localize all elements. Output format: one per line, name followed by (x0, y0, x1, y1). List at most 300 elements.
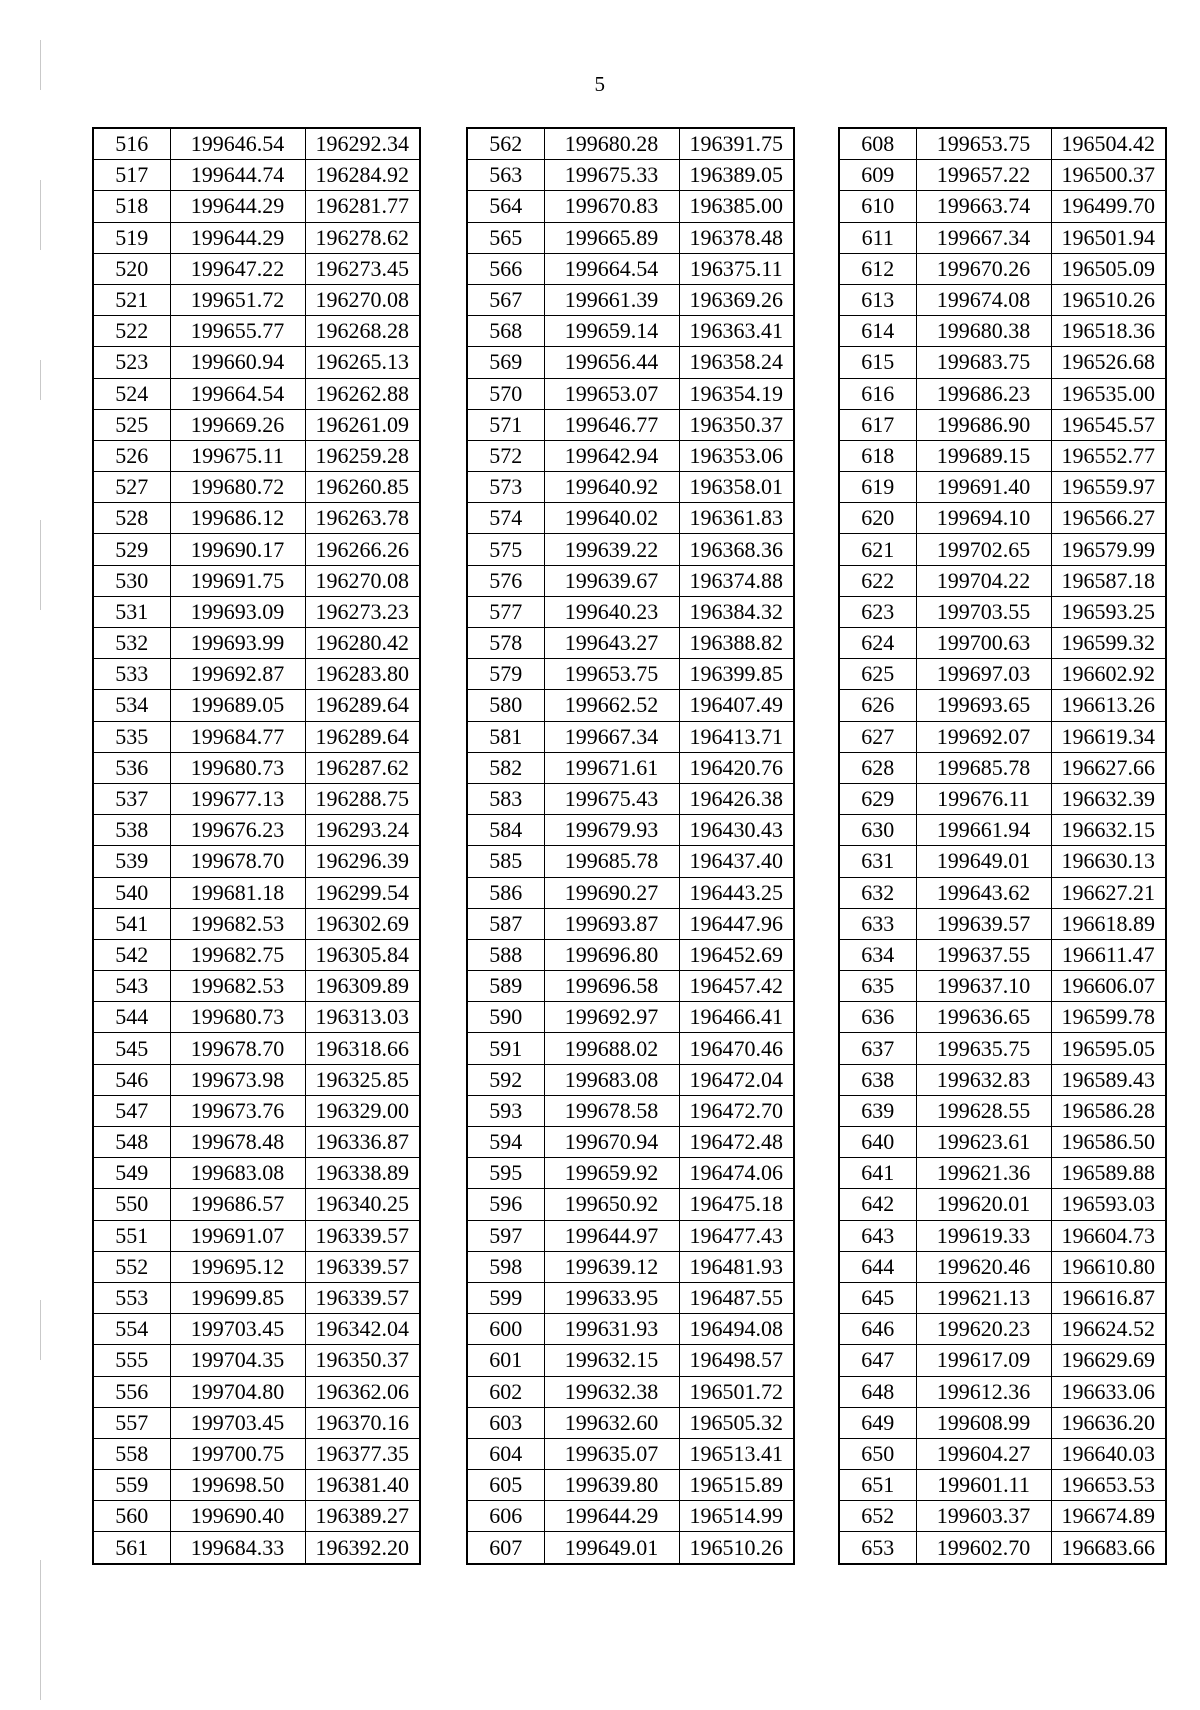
point-number-cell: 591 (467, 1033, 544, 1064)
table-row (467, 347, 794, 378)
y-coordinate-cell: 196587.18 (1051, 565, 1166, 596)
point-number-cell: 597 (467, 1220, 544, 1251)
point-number-cell: 580 (467, 690, 544, 721)
point-number-cell: 633 (839, 908, 916, 939)
point-number-cell: 647 (839, 1345, 916, 1376)
x-coordinate-cell: 199678.58 (544, 1095, 679, 1126)
x-coordinate-cell: 199686.12 (170, 503, 305, 534)
point-number-cell: 523 (93, 347, 170, 378)
x-coordinate-cell: 199682.53 (170, 971, 305, 1002)
x-coordinate-cell: 199686.57 (170, 1189, 305, 1220)
point-number-cell: 589 (467, 971, 544, 1002)
x-coordinate-cell: 199682.53 (170, 908, 305, 939)
x-coordinate-cell: 199665.89 (544, 222, 679, 253)
y-coordinate-cell: 196283.80 (305, 659, 420, 690)
x-coordinate-cell: 199692.97 (544, 1002, 679, 1033)
table-row (467, 1345, 794, 1376)
point-number-cell: 631 (839, 846, 916, 877)
point-number-cell: 528 (93, 503, 170, 534)
point-number-cell: 563 (467, 160, 544, 191)
y-coordinate-cell: 196599.32 (1051, 628, 1166, 659)
table-row (839, 1127, 1166, 1158)
y-coordinate-cell: 196472.70 (679, 1095, 794, 1126)
table-row (839, 1095, 1166, 1126)
y-coordinate-cell: 196640.03 (1051, 1438, 1166, 1469)
x-coordinate-cell: 199698.50 (170, 1470, 305, 1501)
x-coordinate-cell: 199670.26 (916, 253, 1051, 284)
x-coordinate-cell: 199601.11 (916, 1470, 1051, 1501)
point-number-cell: 518 (93, 191, 170, 222)
table-row (839, 659, 1166, 690)
x-coordinate-cell: 199700.75 (170, 1438, 305, 1469)
point-number-cell: 566 (467, 253, 544, 284)
x-coordinate-cell: 199642.94 (544, 440, 679, 471)
y-coordinate-cell: 196363.41 (679, 316, 794, 347)
point-number-cell: 612 (839, 253, 916, 284)
x-coordinate-cell: 199639.12 (544, 1251, 679, 1282)
y-coordinate-cell: 196505.32 (679, 1407, 794, 1438)
point-number-cell: 625 (839, 659, 916, 690)
table-row (93, 347, 420, 378)
x-coordinate-cell: 199694.10 (916, 503, 1051, 534)
y-coordinate-cell: 196457.42 (679, 971, 794, 1002)
x-coordinate-cell: 199651.72 (170, 284, 305, 315)
point-number-cell: 622 (839, 565, 916, 596)
point-number-cell: 556 (93, 1376, 170, 1407)
point-number-cell: 644 (839, 1251, 916, 1282)
point-number-cell: 606 (467, 1501, 544, 1532)
table-row (93, 284, 420, 315)
table-row (467, 1314, 794, 1345)
table-row (839, 596, 1166, 627)
table-row (839, 253, 1166, 284)
x-coordinate-cell: 199693.99 (170, 628, 305, 659)
y-coordinate-cell: 196514.99 (679, 1501, 794, 1532)
coordinate-table (466, 127, 795, 1565)
table-row (93, 1127, 420, 1158)
x-coordinate-cell: 199608.99 (916, 1407, 1051, 1438)
table-row (467, 877, 794, 908)
table-row (467, 1127, 794, 1158)
table-row (839, 1158, 1166, 1189)
y-coordinate-cell: 196354.19 (679, 378, 794, 409)
point-number-cell: 643 (839, 1220, 916, 1251)
scan-artifact (40, 360, 41, 400)
table-row (93, 472, 420, 503)
point-number-cell: 559 (93, 1470, 170, 1501)
point-number-cell: 577 (467, 596, 544, 627)
x-coordinate-cell: 199691.07 (170, 1220, 305, 1251)
x-coordinate-cell: 199683.75 (916, 347, 1051, 378)
y-coordinate-cell: 196369.26 (679, 284, 794, 315)
x-coordinate-cell: 199680.73 (170, 1002, 305, 1033)
x-coordinate-cell: 199670.83 (544, 191, 679, 222)
x-coordinate-cell: 199675.11 (170, 440, 305, 471)
point-number-cell: 604 (467, 1438, 544, 1469)
table-row (467, 1033, 794, 1064)
table-row (93, 1532, 420, 1564)
y-coordinate-cell: 196518.36 (1051, 316, 1166, 347)
y-coordinate-cell: 196313.03 (305, 1002, 420, 1033)
x-coordinate-cell: 199620.23 (916, 1314, 1051, 1345)
table-row (839, 378, 1166, 409)
y-coordinate-cell: 196305.84 (305, 939, 420, 970)
y-coordinate-cell: 196599.78 (1051, 1002, 1166, 1033)
y-coordinate-cell: 196340.25 (305, 1189, 420, 1220)
y-coordinate-cell: 196559.97 (1051, 472, 1166, 503)
point-number-cell: 519 (93, 222, 170, 253)
x-coordinate-cell: 199686.90 (916, 409, 1051, 440)
x-coordinate-cell: 199678.70 (170, 846, 305, 877)
y-coordinate-cell: 196399.85 (679, 659, 794, 690)
y-coordinate-cell: 196604.73 (1051, 1220, 1166, 1251)
x-coordinate-cell: 199637.55 (916, 939, 1051, 970)
y-coordinate-cell: 196263.78 (305, 503, 420, 534)
table-row (839, 128, 1166, 160)
table-row (93, 815, 420, 846)
table-row (467, 1501, 794, 1532)
x-coordinate-cell: 199640.02 (544, 503, 679, 534)
scan-artifact (40, 1300, 41, 1360)
y-coordinate-cell: 196494.08 (679, 1314, 794, 1345)
y-coordinate-cell: 196515.89 (679, 1470, 794, 1501)
y-coordinate-cell: 196280.42 (305, 628, 420, 659)
x-coordinate-cell: 199697.03 (916, 659, 1051, 690)
x-coordinate-cell: 199679.93 (544, 815, 679, 846)
point-number-cell: 641 (839, 1158, 916, 1189)
point-number-cell: 535 (93, 721, 170, 752)
y-coordinate-cell: 196270.08 (305, 284, 420, 315)
x-coordinate-cell: 199684.33 (170, 1532, 305, 1564)
table-row (839, 347, 1166, 378)
point-number-cell: 611 (839, 222, 916, 253)
x-coordinate-cell: 199693.65 (916, 690, 1051, 721)
x-coordinate-cell: 199653.75 (544, 659, 679, 690)
point-number-cell: 525 (93, 409, 170, 440)
table-row (93, 1189, 420, 1220)
x-coordinate-cell: 199649.01 (916, 846, 1051, 877)
table-row (467, 160, 794, 191)
x-coordinate-cell: 199612.36 (916, 1376, 1051, 1407)
x-coordinate-cell: 199675.33 (544, 160, 679, 191)
point-number-cell: 603 (467, 1407, 544, 1438)
table-row (467, 1376, 794, 1407)
y-coordinate-cell: 196289.64 (305, 690, 420, 721)
point-number-cell: 594 (467, 1127, 544, 1158)
y-coordinate-cell: 196350.37 (679, 409, 794, 440)
y-coordinate-cell: 196632.15 (1051, 815, 1166, 846)
y-coordinate-cell: 196389.05 (679, 160, 794, 191)
x-coordinate-cell: 199683.08 (544, 1064, 679, 1095)
x-coordinate-cell: 199695.12 (170, 1251, 305, 1282)
table-row (839, 1064, 1166, 1095)
table-row (467, 659, 794, 690)
point-number-cell: 548 (93, 1127, 170, 1158)
point-number-cell: 599 (467, 1282, 544, 1313)
x-coordinate-cell: 199640.92 (544, 472, 679, 503)
point-number-cell: 649 (839, 1407, 916, 1438)
table-row (467, 690, 794, 721)
table-row (839, 316, 1166, 347)
table-row (467, 1189, 794, 1220)
table-row (839, 628, 1166, 659)
table-row (839, 815, 1166, 846)
table-row (93, 191, 420, 222)
y-coordinate-cell: 196273.23 (305, 596, 420, 627)
table-row (839, 409, 1166, 440)
y-coordinate-cell: 196510.26 (679, 1532, 794, 1564)
y-coordinate-cell: 196593.25 (1051, 596, 1166, 627)
x-coordinate-cell: 199678.70 (170, 1033, 305, 1064)
y-coordinate-cell: 196618.89 (1051, 908, 1166, 939)
y-coordinate-cell: 196513.41 (679, 1438, 794, 1469)
table-row (839, 191, 1166, 222)
x-coordinate-cell: 199643.62 (916, 877, 1051, 908)
point-number-cell: 645 (839, 1282, 916, 1313)
table-row (839, 877, 1166, 908)
point-number-cell: 529 (93, 534, 170, 565)
table-row (839, 1314, 1166, 1345)
table-row (839, 721, 1166, 752)
point-number-cell: 632 (839, 877, 916, 908)
table-row (93, 316, 420, 347)
table-row (467, 565, 794, 596)
y-coordinate-cell: 196586.50 (1051, 1127, 1166, 1158)
table-row (93, 1470, 420, 1501)
table-row (93, 628, 420, 659)
x-coordinate-cell: 199644.29 (544, 1501, 679, 1532)
table-row (839, 1033, 1166, 1064)
x-coordinate-cell: 199690.27 (544, 877, 679, 908)
x-coordinate-cell: 199680.28 (544, 128, 679, 160)
table-row (93, 908, 420, 939)
x-coordinate-cell: 199649.01 (544, 1532, 679, 1564)
x-coordinate-cell: 199656.44 (544, 347, 679, 378)
table-row (839, 472, 1166, 503)
x-coordinate-cell: 199673.76 (170, 1095, 305, 1126)
table-row (467, 783, 794, 814)
y-coordinate-cell: 196339.57 (305, 1282, 420, 1313)
point-number-cell: 526 (93, 440, 170, 471)
y-coordinate-cell: 196466.41 (679, 1002, 794, 1033)
x-coordinate-cell: 199689.15 (916, 440, 1051, 471)
point-number-cell: 553 (93, 1282, 170, 1313)
table-row (467, 191, 794, 222)
y-coordinate-cell: 196487.55 (679, 1282, 794, 1313)
y-coordinate-cell: 196501.94 (1051, 222, 1166, 253)
x-coordinate-cell: 199684.77 (170, 721, 305, 752)
x-coordinate-cell: 199650.92 (544, 1189, 679, 1220)
point-number-cell: 534 (93, 690, 170, 721)
scan-artifact (40, 1560, 41, 1700)
y-coordinate-cell: 196293.24 (305, 815, 420, 846)
point-number-cell: 561 (93, 1532, 170, 1564)
table-row (93, 1251, 420, 1282)
y-coordinate-cell: 196385.00 (679, 191, 794, 222)
table-row (93, 1407, 420, 1438)
point-number-cell: 562 (467, 128, 544, 160)
x-coordinate-cell: 199690.40 (170, 1501, 305, 1532)
point-number-cell: 628 (839, 752, 916, 783)
point-number-cell: 569 (467, 347, 544, 378)
point-number-cell: 573 (467, 472, 544, 503)
point-number-cell: 572 (467, 440, 544, 471)
coordinate-table (838, 127, 1167, 1565)
x-coordinate-cell: 199703.45 (170, 1407, 305, 1438)
table-row (93, 378, 420, 409)
y-coordinate-cell: 196378.48 (679, 222, 794, 253)
y-coordinate-cell: 196318.66 (305, 1033, 420, 1064)
table-row (467, 378, 794, 409)
y-coordinate-cell: 196288.75 (305, 783, 420, 814)
x-coordinate-cell: 199620.01 (916, 1189, 1051, 1220)
point-number-cell: 646 (839, 1314, 916, 1345)
x-coordinate-cell: 199685.78 (544, 846, 679, 877)
x-coordinate-cell: 199661.94 (916, 815, 1051, 846)
table-row (839, 565, 1166, 596)
table-row (93, 128, 420, 160)
table-row (467, 815, 794, 846)
table-row (839, 1002, 1166, 1033)
y-coordinate-cell: 196266.26 (305, 534, 420, 565)
x-coordinate-cell: 199667.34 (916, 222, 1051, 253)
x-coordinate-cell: 199655.77 (170, 316, 305, 347)
table-row (467, 971, 794, 1002)
y-coordinate-cell: 196627.21 (1051, 877, 1166, 908)
point-number-cell: 627 (839, 721, 916, 752)
x-coordinate-cell: 199675.43 (544, 783, 679, 814)
point-number-cell: 650 (839, 1438, 916, 1469)
point-number-cell: 620 (839, 503, 916, 534)
point-number-cell: 574 (467, 503, 544, 534)
y-coordinate-cell: 196287.62 (305, 752, 420, 783)
y-coordinate-cell: 196384.32 (679, 596, 794, 627)
table-row (839, 752, 1166, 783)
point-number-cell: 522 (93, 316, 170, 347)
y-coordinate-cell: 196391.75 (679, 128, 794, 160)
x-coordinate-cell: 199699.85 (170, 1282, 305, 1313)
point-number-cell: 578 (467, 628, 544, 659)
point-number-cell: 600 (467, 1314, 544, 1345)
table-row (839, 284, 1166, 315)
y-coordinate-cell: 196611.47 (1051, 939, 1166, 970)
table-row (93, 1376, 420, 1407)
x-coordinate-cell: 199637.10 (916, 971, 1051, 1002)
y-coordinate-cell: 196389.27 (305, 1501, 420, 1532)
table-row (467, 1158, 794, 1189)
point-number-cell: 527 (93, 472, 170, 503)
table-row (93, 222, 420, 253)
point-number-cell: 637 (839, 1033, 916, 1064)
y-coordinate-cell: 196481.93 (679, 1251, 794, 1282)
x-coordinate-cell: 199660.94 (170, 347, 305, 378)
table-row (93, 1345, 420, 1376)
x-coordinate-cell: 199674.08 (916, 284, 1051, 315)
x-coordinate-cell: 199664.54 (170, 378, 305, 409)
y-coordinate-cell: 196606.07 (1051, 971, 1166, 1002)
point-number-cell: 567 (467, 284, 544, 315)
point-number-cell: 613 (839, 284, 916, 315)
point-number-cell: 592 (467, 1064, 544, 1095)
point-number-cell: 586 (467, 877, 544, 908)
table-row (839, 908, 1166, 939)
y-coordinate-cell: 196358.24 (679, 347, 794, 378)
table-row (839, 1220, 1166, 1251)
table-row (93, 565, 420, 596)
y-coordinate-cell: 196499.70 (1051, 191, 1166, 222)
point-number-cell: 517 (93, 160, 170, 191)
table-row (93, 939, 420, 970)
point-number-cell: 617 (839, 409, 916, 440)
y-coordinate-cell: 196265.13 (305, 347, 420, 378)
y-coordinate-cell: 196339.57 (305, 1220, 420, 1251)
table-row (93, 409, 420, 440)
point-number-cell: 568 (467, 316, 544, 347)
y-coordinate-cell: 196477.43 (679, 1220, 794, 1251)
point-number-cell: 615 (839, 347, 916, 378)
point-number-cell: 531 (93, 596, 170, 627)
point-number-cell: 552 (93, 1251, 170, 1282)
table-row (467, 1251, 794, 1282)
table-row (93, 783, 420, 814)
table-row (93, 877, 420, 908)
x-coordinate-cell: 199632.38 (544, 1376, 679, 1407)
point-number-cell: 576 (467, 565, 544, 596)
x-coordinate-cell: 199680.73 (170, 752, 305, 783)
x-coordinate-cell: 199653.07 (544, 378, 679, 409)
point-number-cell: 596 (467, 1189, 544, 1220)
x-coordinate-cell: 199640.23 (544, 596, 679, 627)
table-row (839, 1282, 1166, 1313)
y-coordinate-cell: 196350.37 (305, 1345, 420, 1376)
point-number-cell: 590 (467, 1002, 544, 1033)
y-coordinate-cell: 196392.20 (305, 1532, 420, 1564)
y-coordinate-cell: 196629.69 (1051, 1345, 1166, 1376)
table-row (467, 128, 794, 160)
table-row (93, 1064, 420, 1095)
x-coordinate-cell: 199678.48 (170, 1127, 305, 1158)
x-coordinate-cell: 199636.65 (916, 1002, 1051, 1033)
table-row (839, 939, 1166, 970)
table-row (93, 1438, 420, 1469)
y-coordinate-cell: 196545.57 (1051, 409, 1166, 440)
table-row (467, 440, 794, 471)
x-coordinate-cell: 199680.72 (170, 472, 305, 503)
point-number-cell: 533 (93, 659, 170, 690)
point-number-cell: 542 (93, 939, 170, 970)
x-coordinate-cell: 199682.75 (170, 939, 305, 970)
table-row (93, 160, 420, 191)
point-number-cell: 540 (93, 877, 170, 908)
x-coordinate-cell: 199646.77 (544, 409, 679, 440)
point-number-cell: 626 (839, 690, 916, 721)
y-coordinate-cell: 196610.80 (1051, 1251, 1166, 1282)
point-number-cell: 624 (839, 628, 916, 659)
x-coordinate-cell: 199632.15 (544, 1345, 679, 1376)
page-number: 5 (594, 72, 606, 96)
point-number-cell: 598 (467, 1251, 544, 1282)
point-number-cell: 544 (93, 1002, 170, 1033)
x-coordinate-cell: 199688.02 (544, 1033, 679, 1064)
x-coordinate-cell: 199621.36 (916, 1158, 1051, 1189)
table-row (467, 1220, 794, 1251)
y-coordinate-cell: 196270.08 (305, 565, 420, 596)
table-row (839, 222, 1166, 253)
point-number-cell: 539 (93, 846, 170, 877)
y-coordinate-cell: 196636.20 (1051, 1407, 1166, 1438)
table-row (839, 690, 1166, 721)
y-coordinate-cell: 196579.99 (1051, 534, 1166, 565)
